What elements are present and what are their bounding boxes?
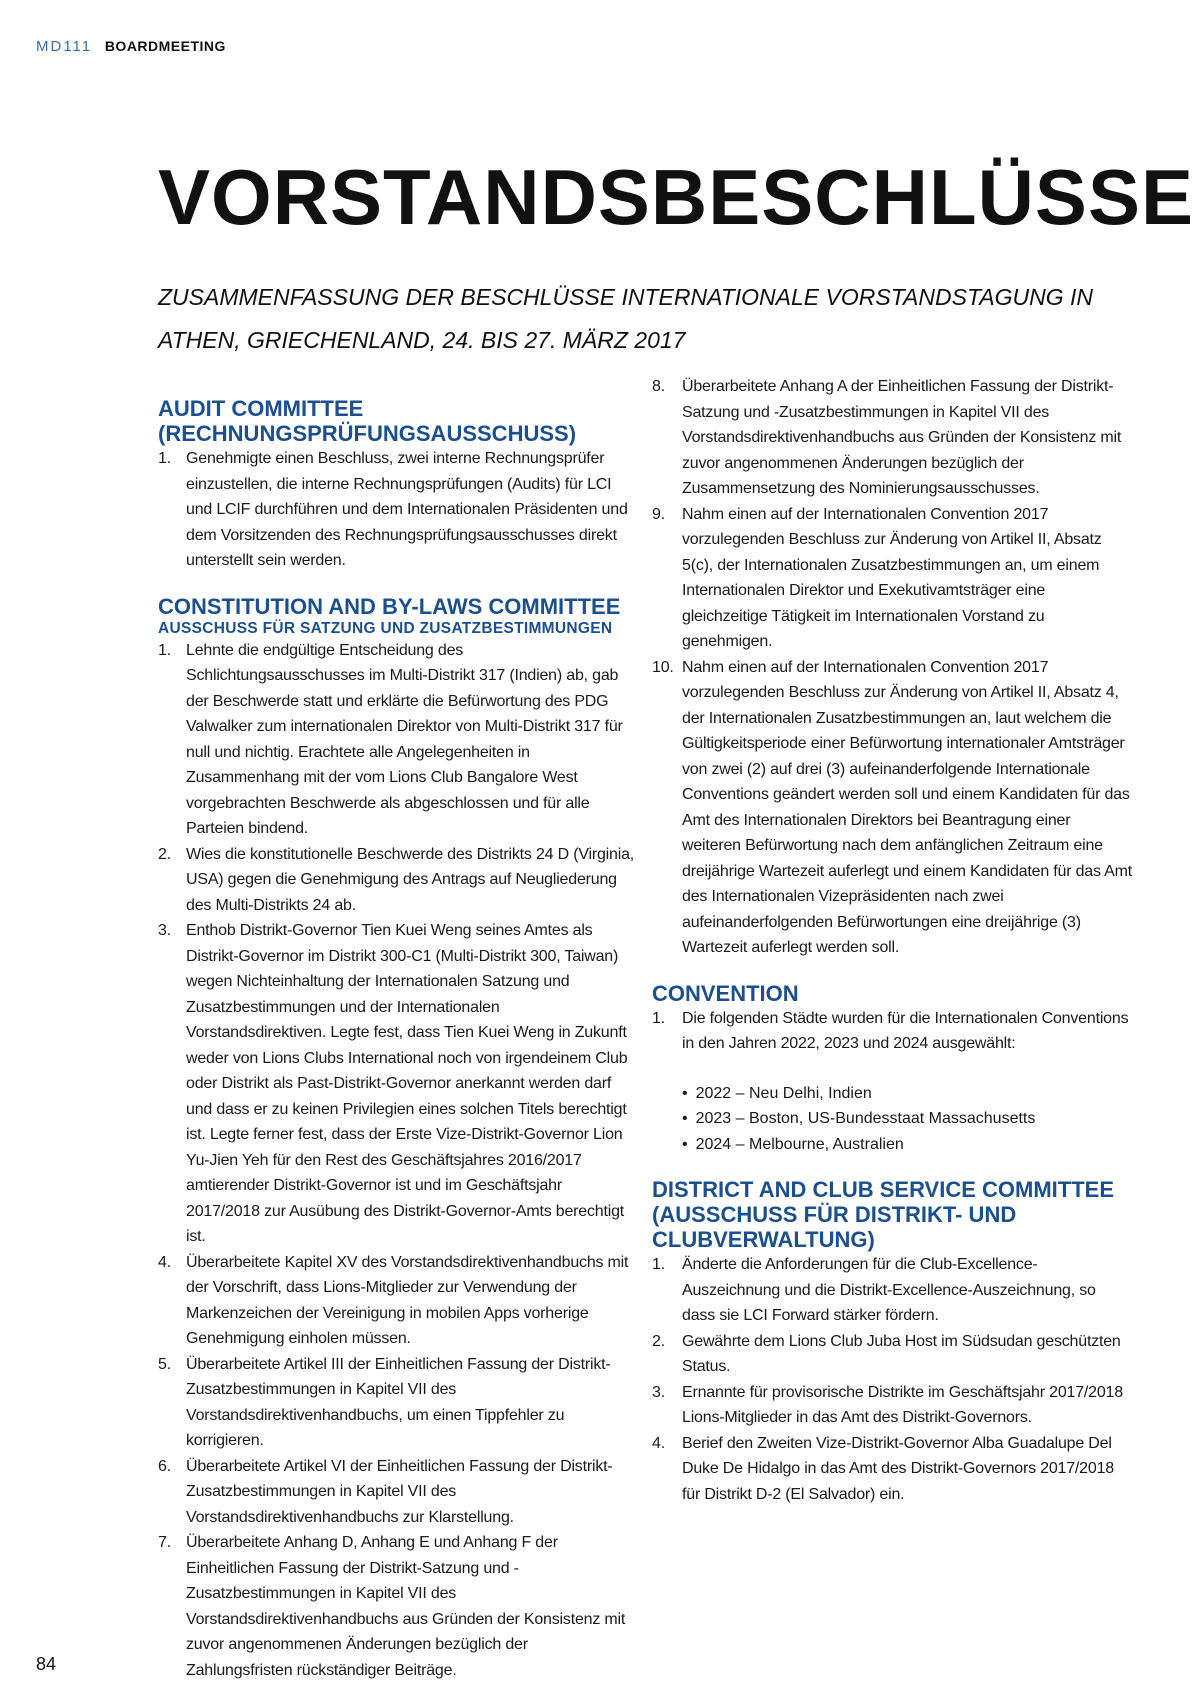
audit-list [158,446,638,574]
list-item: 7. Überarbeitete Anhang D, Anhang E und Anhang F der Einheitlichen Fassung der Distrikt-Satzung und -Zusatzbestimmungen in Kapitel VII des Vorstandsdirektivenhandbuchs aus Gründen der Konsistenz mit zuvor angenommenen Änderungen bezüglich der Zahlungsfristen rückständiger Beiträge. [158,1534,626,1679]
constitution-section [158,594,638,1684]
page-title: VORSTANDSBESCHLÜSSE [158,153,1195,241]
left-column [158,396,638,1703]
list-item: 1. Änderte die Anforderungen für die Club-Excellence-Auszeichnung und die Distrikt-Excellence-Auszeichnung, so dass sie LCI Forward stärker fördern. [652,1256,1096,1324]
city-item: • 2023 – Boston, US-Bundesstaat Massachusetts [682,1106,1132,1132]
city-item: • 2022 – Neu Delhi, Indien [682,1081,1132,1107]
constitution-list-part-1 [158,638,638,1684]
constitution-heading: CONSTITUTION AND BY-LAWS COMMITTEE [158,593,621,619]
header-code: MD111 [36,38,93,55]
page-subtitle: ZUSAMMENFASSUNG DER BESCHLÜSSE INTERNATIONALE VORSTANDSTAGUNG IN ATHEN, GRIECHENLAND, 24. BIS 27. MÄRZ 2017 [158,284,1094,353]
list-item: 8. Überarbeitete Anhang A der Einheitlichen Fassung der Distrikt-Satzung und -Zusatzbestimmungen in Kapitel VII des Vorstandsdirektivenhandbuchs aus Gründen der Konsistenz mit zuvor angenommenen Änderungen bezüglich der Zusammensetzung des Nominierungsausschusses. [652,378,1122,497]
list-item: 6. Überarbeitete Artikel VI der Einheitlichen Fassung der Distrikt-Zusatzbestimmungen in Kapitel VII des Vorstandsdirektivenhandbuchs zur Klarstellung. [158,1457,613,1526]
list-item: 9. Nahm einen auf der Internationalen Convention 2017 vorzulegenden Beschluss zur Änderung von Artikel II, Absatz 5(c), der Internationalen Zusatzbestimmungen an, um einem Internationalen Direktor und Exekutivamtsträger eine gleichzeitige Tätigkeit im Internationalen Vorstand zu genehmigen. [652,505,1102,650]
convention-section [652,981,1132,1158]
constitution-subheading: AUSSCHUSS FÜR SATZUNG UND ZUSATZBESTIMMUNGEN [158,619,613,637]
city-item: • 2024 – Melbourne, Australien [682,1132,1132,1158]
constitution-continued [652,374,1132,961]
district-heading: DISTRICT AND CLUB SERVICE COMMITTEE (AUSSCHUSS FÜR DISTRIKT- UND CLUBVERWALTUNG) [652,1177,1115,1252]
list-item: 2. Gewährte dem Lions Club Juba Host im Südsudan geschützten Status. [652,1332,1121,1375]
list-item: 3. Ernannte für provisorische Distrikte im Geschäftsjahr 2017/2018 Lions-Mitglieder in das Amt des Distrikt-Governors. [652,1383,1123,1426]
list-item: 4. Berief den Zweiten Vize-Distrikt-Governor Alba Guadalupe Del Duke De Hidalgo in das Amt des Distrikt-Governors 2017/2018 für Distrikt D-2 (El Salvador) ein. [652,1434,1114,1503]
page-number: 84 [36,1654,57,1674]
constitution-list-part-2 [652,374,1132,961]
list-item: 4. Überarbeitete Kapitel XV des Vorstandsdirektivenhandbuchs mit der Vorschrift, dass Lions-Mitglieder zur Verwendung der Markenzeichen der Vereinigung in mobilen Apps vorherige Genehmigung einholen müssen. [158,1253,629,1347]
right-column [652,374,1132,1527]
convention-cities [682,1081,1132,1158]
list-item: 1. Genehmigte einen Beschluss, zwei interne Rechnungsprüfer einzustellen, die interne Rechnungsprüfungen (Audits) für LCI und LCIF durchführen und dem Internationalen Präsidenten und dem Vorsitzenden des Rechnungsprüfungsausschusses direkt unterstellt sein werden. [158,450,628,569]
list-item: 3. Enthob Distrikt-Governor Tien Kuei Weng seines Amtes als Distrikt-Governor im Distrikt 300-C1 (Multi-Distrikt 300, Taiwan) wegen Nichteinhaltung der Internationalen Satzung und Zusatzbestimmungen und der Internationalen Vorstandsdirektiven. Legte fest, dass Tien Kuei Weng in Zukunft weder von Lions Clubs International noch von irgendeinem Club oder Distrikt als Past-Distrikt-Governor anerkannt werden darf und dass er zu keinen Privilegien eines solchen Titels berechtigt ist. Legte ferner fest, dass der Erste Vize-Distrikt-Governor Lion Yu-Jien Yeh für den Rest des Geschäftsjahres 2016/2017 amtierender Distrikt-Governor ist und im Geschäftsjahr 2017/2018 zur Ausübung des Distrikt-Governor-Amts berechtigt ist. [158,922,628,1245]
list-item: 1. Die folgenden Städte wurden für die Internationalen Conventions in den Jahren 2022, 2023 und 2024 ausgewählt: [652,1009,1129,1052]
convention-list [652,1006,1132,1057]
audit-section [158,396,638,574]
list-item: 2. Wies die konstitutionelle Beschwerde des Distrikts 24 D (Virginia, USA) gegen die Genehmigung des Antrags auf Neugliederung des Multi-Distrikts 24 ab. [158,845,635,914]
district-section [652,1177,1132,1507]
audit-heading: AUDIT COMMITTEE (RECHNUNGSPRÜFUNGSAUSSCHUSS) [158,396,577,446]
list-item: 5. Überarbeitete Artikel III der Einheitlichen Fassung der Distrikt-Zusatzbestimmungen in Kapitel VII des Vorstandsdirektivenhandbuchs, um einen Tippfehler zu korrigieren. [158,1355,611,1449]
list-item: 1. Lehnte die endgültige Entscheidung des Schlichtungsausschusses im Multi-Distrikt 317 (Indien) ab, gab der Beschwerde statt und erklärte die Befürwortung des PDG Valwalker zum internationalen Direktor von Multi-Distrikt 317 für null und nichtig. Erachtete alle Angelegenheiten in Zusammenhang mit der vom Lions Club Bangalore West vorgebrachten Beschwerde als abgeschlossen und für alle Parteien bindend. [158,641,623,837]
district-list [652,1252,1132,1507]
header-section: BOARDMEETING [104,38,226,54]
convention-heading: CONVENTION [652,980,799,1006]
list-item: 10. Nahm einen auf der Internationalen Convention 2017 vorzulegenden Beschluss zur Änderung von Artikel II, Absatz 4, der Internationalen Zusatzbestimmungen an, laut welchem die Gültigkeitsperiode einer Befürwortung internationaler Amtsträger von zwei (2) auf drei (3) aufeinanderfolgende Internationale Conventions geändert werden soll und einem Kandidaten für das Amt des Internationalen Direktors bei Beantragung einer weiteren Befürwortung nach dem anfänglichen Zeitraum eine dreijährige Wartezeit auferlegt und einem Kandidaten für das Amt des Internationalen Vizepräsidenten nach zwei aufeinanderfolgenden Befürwortungen eine dreijährige (3) Wartezeit auferlegt werden soll. [652,658,1132,956]
running-header [36,38,226,55]
